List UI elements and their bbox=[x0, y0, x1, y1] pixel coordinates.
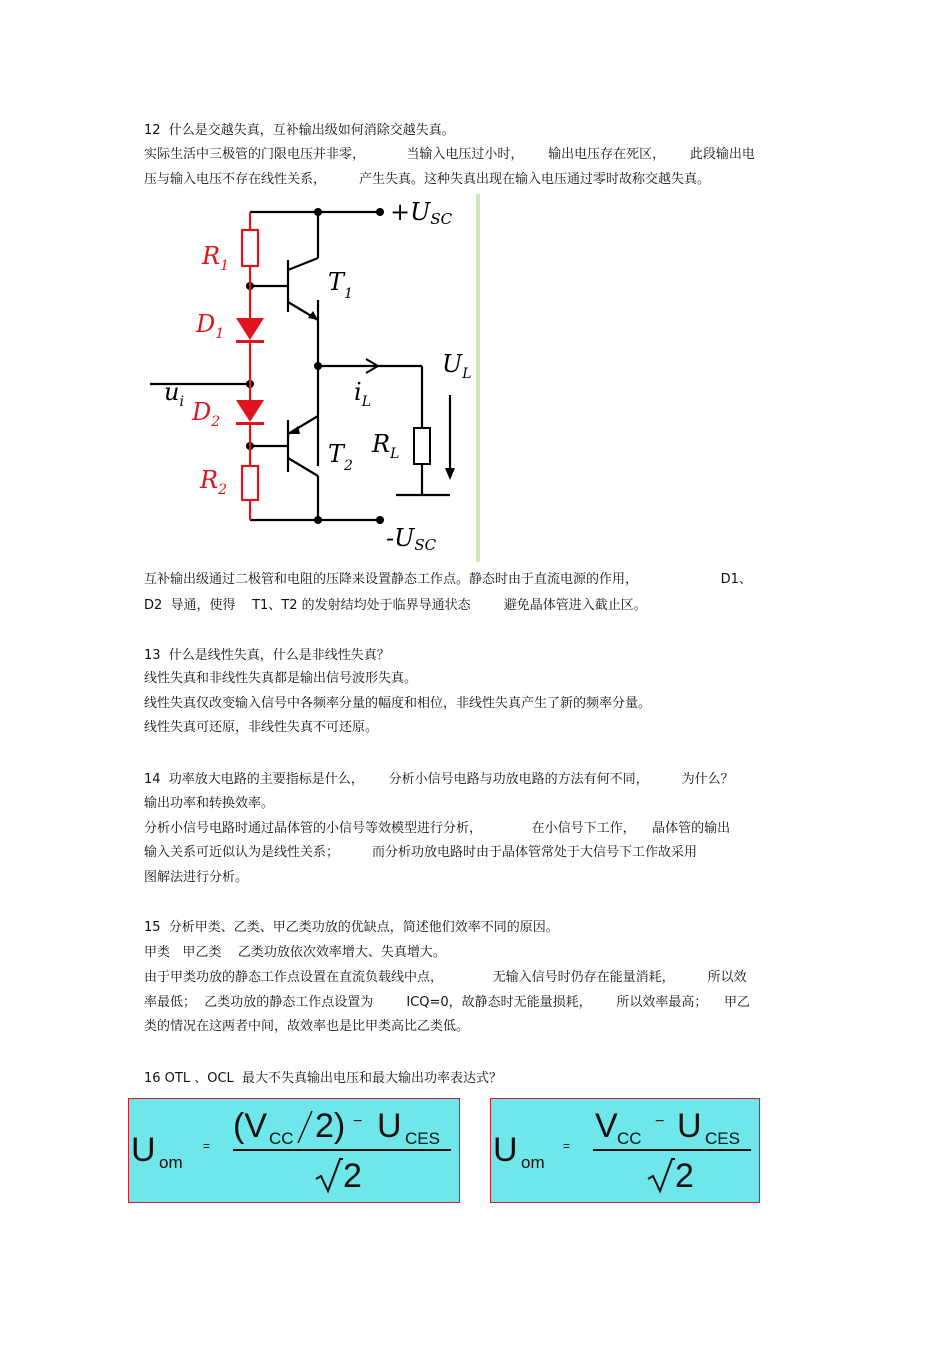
svg-text:-USC bbox=[386, 524, 437, 554]
vcc-minus-label: -U bbox=[386, 524, 415, 552]
vcc-plus-subscript: SC bbox=[430, 210, 453, 228]
f2-sqrt-icon bbox=[647, 1157, 675, 1195]
f2-fraction-bar bbox=[593, 1149, 751, 1151]
svg-text:R2 bbox=[199, 466, 227, 498]
q15-answer-3: 率最低； 乙类功放的静态工作点设置为 ICQ=0，故静态时无能量损耗， 所以效率最高； 甲乙 bbox=[144, 995, 750, 1010]
ul-label: U bbox=[442, 350, 463, 378]
svg-text:UL bbox=[442, 350, 472, 382]
r1-label: R bbox=[202, 242, 221, 270]
d1-subscript: 1 bbox=[215, 326, 225, 342]
il-subscript: L bbox=[361, 394, 371, 410]
q16-title: 16 OTL 、OCL 最大不失真输出电压和最大输出功率表达式？ bbox=[144, 1071, 503, 1086]
q13-answer-3: 线性失真可还原，非线性失真不可还原。 bbox=[144, 720, 379, 735]
vcc-minus-subscript: SC bbox=[414, 536, 437, 554]
rl-subscript: L bbox=[390, 446, 400, 462]
f1-lhs: U bbox=[131, 1131, 156, 1169]
f1-numerator-2: 2) bbox=[315, 1107, 346, 1145]
q13-title: 13 什么是线性失真，什么是非线性失真？ bbox=[144, 648, 390, 663]
q12-para-line-1: 实际生活中三极管的门限电压并非零， 当输入电压过小时， 输出电压存在死区， 此段输出电 bbox=[144, 147, 755, 162]
svg-text:ui bbox=[164, 378, 184, 410]
r1-subscript: 1 bbox=[220, 258, 229, 274]
rl-label: R bbox=[372, 430, 391, 458]
svg-text:T1 bbox=[328, 268, 353, 302]
svg-text:RL bbox=[371, 430, 399, 462]
f2-numerator-u-subscript: CES bbox=[705, 1129, 740, 1148]
q15-title: 15 分析甲类、乙类、甲乙类功放的优缺点，简述他们效率不同的原因。 bbox=[144, 920, 559, 935]
otl-formula-box bbox=[128, 1098, 460, 1203]
f2-lhs-subscript: om bbox=[521, 1153, 545, 1172]
f1-minus: − bbox=[353, 1113, 363, 1130]
q12-para-line-3: 互补输出级通过二极管和电阻的压降来设置静态工作点。静态时由于直流电源的作用， D1、 bbox=[144, 572, 752, 587]
ul-voltage-arrow bbox=[445, 468, 455, 480]
svg-text:R1 bbox=[201, 242, 229, 274]
f1-lhs-subscript: om bbox=[159, 1153, 183, 1172]
svg-text:D2 bbox=[191, 398, 220, 430]
f2-equals: = bbox=[563, 1139, 571, 1153]
f1-fraction-slash bbox=[295, 1109, 315, 1145]
figure-edge-rail bbox=[476, 194, 480, 562]
f1-denominator: 2 bbox=[343, 1157, 362, 1195]
complementary-output-circuit bbox=[150, 190, 490, 565]
r2-label: R bbox=[200, 466, 219, 494]
d2-label: D bbox=[192, 398, 212, 426]
f1-fraction-bar bbox=[233, 1149, 451, 1151]
f1-numerator-v: (V bbox=[233, 1107, 267, 1145]
f2-numerator-v: V bbox=[595, 1107, 618, 1145]
f2-numerator-v-subscript: CC bbox=[617, 1129, 642, 1148]
f2-numerator-u: U bbox=[677, 1107, 702, 1145]
f2-lhs: U bbox=[493, 1131, 518, 1169]
q14-answer-2: 分析小信号电路时通过晶体管的小信号等效模型进行分析， 在小信号下工作， 晶体管的输出 bbox=[144, 821, 731, 836]
q13-answer-2: 线性失真仅改变输入信号中各频率分量的幅度和相位，非线性失真产生了新的频率分量。 bbox=[144, 696, 652, 711]
t1-subscript: 1 bbox=[344, 286, 353, 302]
q15-answer-2: 由于甲类功放的静态工作点设置在直流负载线中点， 无输入信号时仍存在能量消耗， 所以效 bbox=[144, 970, 747, 985]
t2-label: T bbox=[328, 440, 345, 468]
t1-label: T bbox=[328, 268, 345, 296]
ul-subscript: L bbox=[462, 366, 472, 382]
ui-label: u bbox=[164, 378, 180, 406]
svg-text:iL bbox=[354, 378, 371, 410]
svg-text:D1 bbox=[195, 310, 224, 342]
f1-numerator-v-subscript: CC bbox=[269, 1129, 294, 1148]
f1-numerator-u-subscript: CES bbox=[405, 1129, 440, 1148]
f1-sqrt-icon bbox=[315, 1157, 343, 1195]
q14-answer-1: 输出功率和转换效率。 bbox=[144, 796, 275, 811]
q13-answer-1: 线性失真和非线性失真都是输出信号波形失真。 bbox=[144, 671, 418, 686]
q14-answer-3: 输入关系可近似认为是线性关系； 而分析功放电路时由于晶体管常处于大信号下工作故采用 bbox=[144, 845, 698, 860]
svg-text:T2 bbox=[328, 440, 353, 474]
f1-equals: = bbox=[203, 1139, 211, 1153]
bias-chain bbox=[242, 212, 258, 520]
ocl-formula-box bbox=[490, 1098, 760, 1203]
f1-numerator-u: U bbox=[377, 1107, 402, 1145]
t2-emitter-arrow bbox=[288, 426, 300, 434]
q12-title: 12 什么是交越失真，互补输出级如何消除交越失真。 bbox=[144, 123, 455, 138]
black-wiring bbox=[150, 210, 453, 520]
il-label: i bbox=[354, 378, 362, 406]
ui-subscript: i bbox=[179, 394, 184, 410]
svg-text:+USC bbox=[390, 198, 453, 228]
vcc-plus-label: +U bbox=[390, 198, 431, 226]
q15-answer-4: 类的情况在这两者中间，故效率也是比甲类高比乙类低。 bbox=[144, 1019, 470, 1034]
rl-resistor bbox=[414, 428, 430, 464]
d1-label: D bbox=[196, 310, 216, 338]
f2-minus: − bbox=[655, 1113, 665, 1130]
q14-title: 14 功率放大电路的主要指标是什么， 分析小信号电路与功放电路的方法有何不同， 为什么？ bbox=[144, 772, 734, 787]
t2-subscript: 2 bbox=[344, 458, 353, 474]
r2-subscript: 2 bbox=[218, 482, 227, 498]
f2-denominator: 2 bbox=[675, 1157, 694, 1195]
q14-answer-4: 图解法进行分析。 bbox=[144, 870, 249, 885]
q12-para-line-2: 压与输入电压不存在线性关系， 产生失真。这种失真出现在输入电压通过零时故称交越失真。 bbox=[144, 172, 711, 187]
q12-para-line-4: D2 导通，使得 T1、T2 的发射结均处于临界导通状态 避免晶体管进入截止区。 bbox=[144, 598, 647, 613]
q15-answer-1: 甲类 甲乙类 乙类功放依次效率增大、失真增大。 bbox=[144, 945, 446, 960]
d2-subscript: 2 bbox=[211, 414, 221, 430]
